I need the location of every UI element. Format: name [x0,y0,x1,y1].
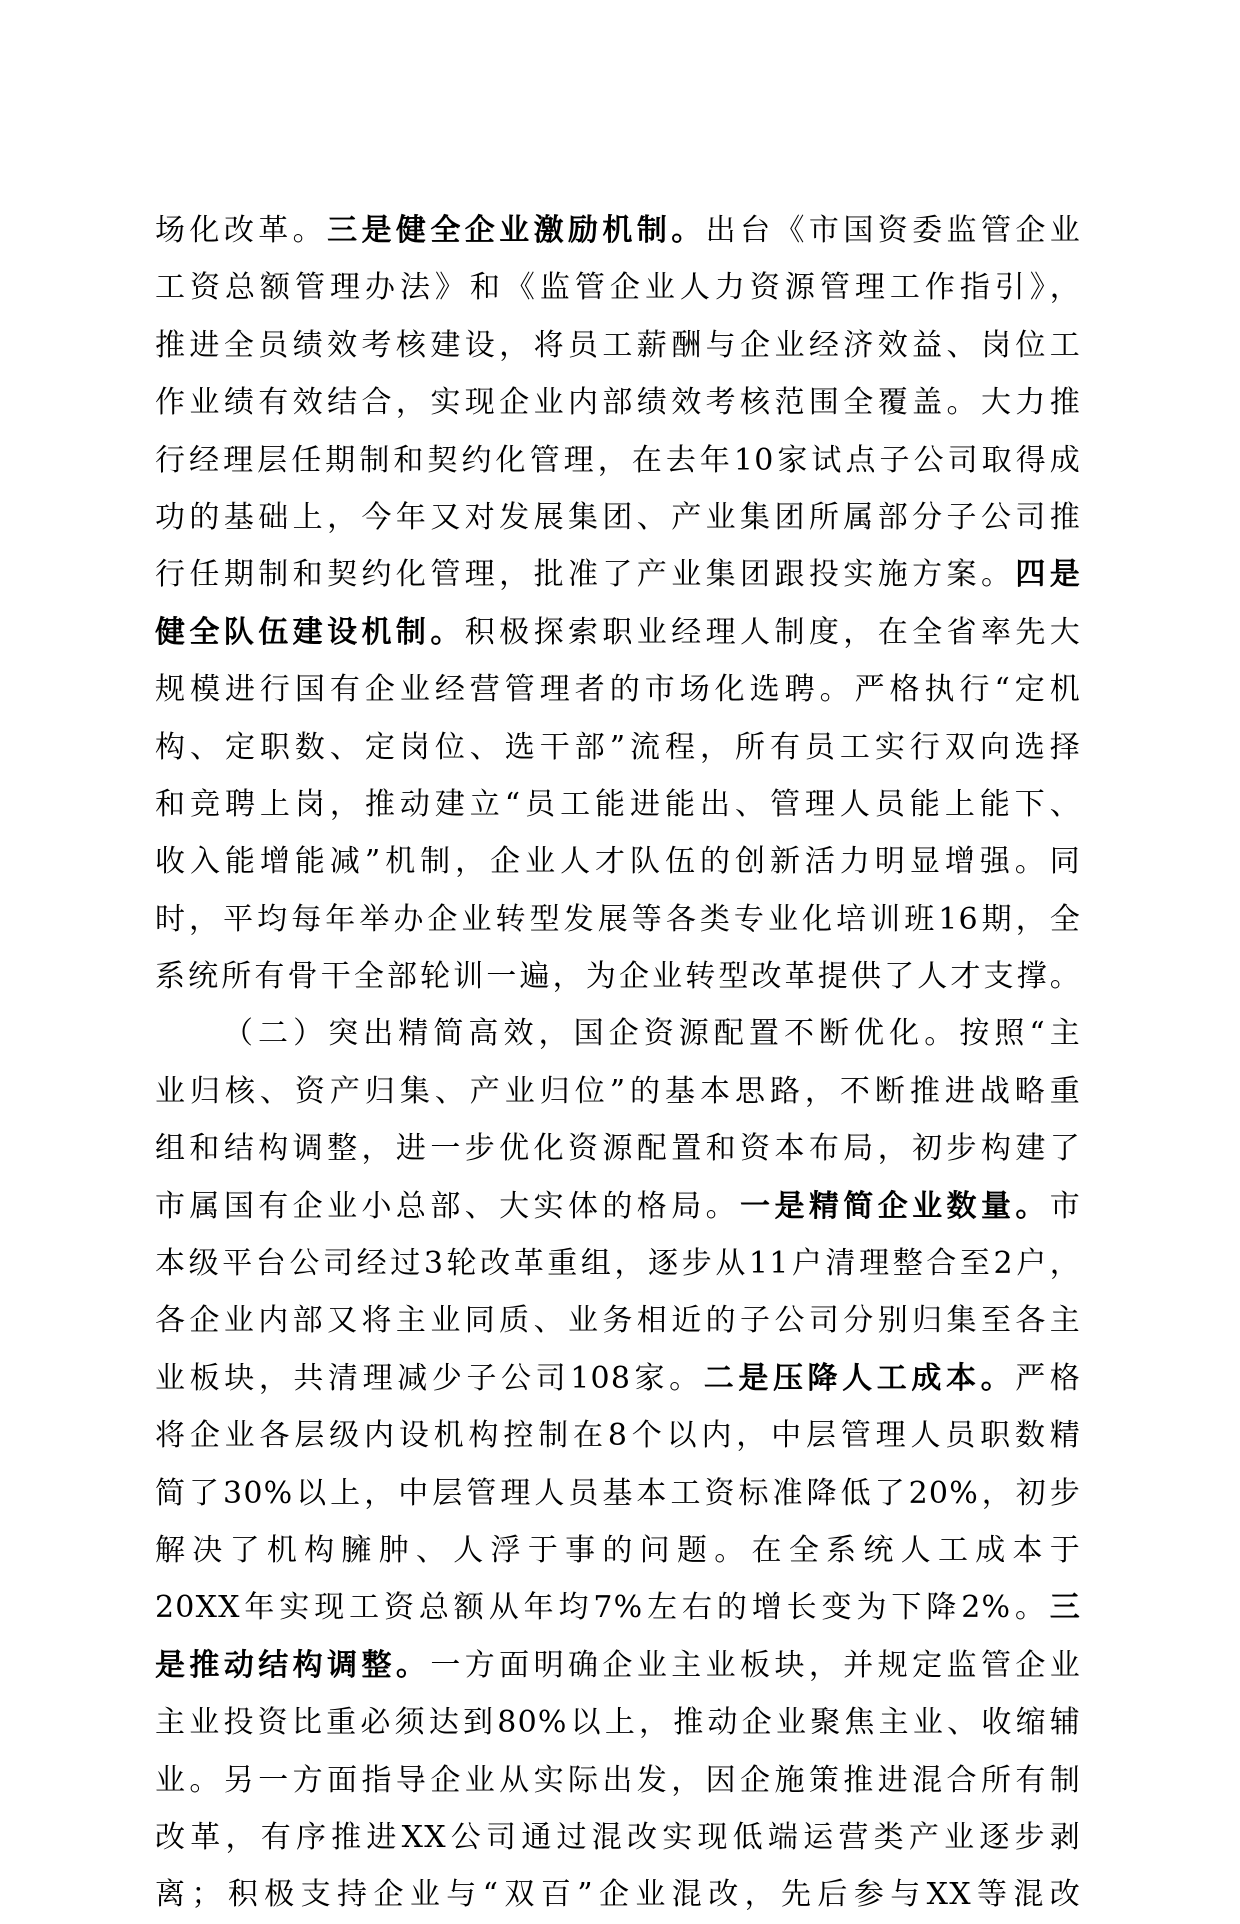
text-line [155,833,1081,890]
text-line [155,891,1081,948]
text-segment: 构、定职数、定岗位、选干部”流程，所有员工实行双向选择 [155,729,1081,765]
text-line [155,1694,1081,1751]
text-segment: 功的基础上，今年又对发展集团、产业集团所属部分子公司推 [155,499,1081,535]
bold-heading: 四是 [1015,557,1082,593]
text-segment: 简了30%以上，中层管理人员基本工资标准降低了20%，初步 [155,1475,1081,1511]
text-segment: 市 [1049,1188,1081,1224]
text-segment: 按照“主 [959,1016,1082,1052]
text-segment: 推进全员绩效考核建设，将员工薪酬与企业经济效益、岗位工 [155,327,1081,363]
text-line [155,1350,1081,1407]
text-line [155,1465,1081,1522]
text-segment: 市属国有企业小总部、大实体的格局。 [155,1188,741,1224]
body-text [155,202,1081,1924]
text-line [155,776,1081,833]
text-segment: 积极探索职业经理人制度，在全省率先大 [464,614,1081,650]
text-line [155,317,1081,374]
text-segment: 20XX年实现工资总额从年均7%左右的增长变为下降2%。 [155,1590,1050,1626]
text-line [155,374,1081,431]
text-line [155,546,1081,603]
section-heading: （二）突出精简高效，国企资源配置不断优化。 [223,1016,960,1052]
text-segment: 场化改革。 [155,213,328,248]
bold-heading: 三 [1049,1590,1081,1626]
text-segment: 行任期制和契约化管理，批准了产业集团跟投实施方案。 [155,557,1016,593]
text-line [155,948,1081,1005]
bold-heading: 是推动结构调整。 [155,1647,431,1683]
text-segment: 一方面明确企业主业板块，并规定监管企业 [430,1647,1081,1683]
text-line [155,1866,1081,1923]
text-line [155,489,1081,546]
text-segment: 解决了机构臃肿、人浮于事的问题。在全系统人工成本于 [155,1532,1081,1568]
text-line [155,432,1081,489]
text-segment: 业板块，共清理减少子公司108家。 [155,1360,704,1396]
text-line [155,1178,1081,1235]
text-line [155,1637,1081,1694]
text-segment: 规模进行国有企业经营管理者的市场化选聘。严格执行“定机 [155,672,1081,708]
bold-heading: 二是压降人工成本。 [703,1360,1016,1396]
text-segment: 离；积极支持企业与“双百”企业混改，先后参与XX等混改 [155,1877,1081,1913]
text-line [155,661,1081,718]
text-segment: 业。另一方面指导企业从实际出发，因企施策推进混合所有制 [155,1762,1081,1798]
text-line [155,1752,1081,1809]
text-line [155,1063,1081,1120]
text-segment: 本级平台公司经过3轮改革重组，逐步从11户清理整合至2户， [155,1246,1081,1282]
text-segment: 将企业各层级内设机构控制在8个以内，中层管理人员职数精 [155,1418,1081,1454]
text-segment: 主业投资比重必须达到80%以上，推动企业聚焦主业、收缩辅 [155,1705,1081,1741]
text-segment: 作业绩有效结合，实现企业内部绩效考核范围全覆盖。大力推 [155,385,1081,421]
text-segment: 时，平均每年举办企业转型发展等各类专业化培训班16期，全 [155,901,1081,937]
text-line [155,1120,1081,1177]
text-line [155,1522,1081,1579]
text-segment: 系统所有骨干全部轮训一遍，为企业转型改革提供了人才支撑。 [155,959,1081,995]
text-line [155,604,1081,661]
text-line [155,1235,1081,1292]
text-segment: 各企业内部又将主业同质、业务相近的子公司分别归集至各主 [155,1303,1081,1339]
bold-heading: 一是精简企业数量。 [740,1188,1050,1224]
text-line [155,1579,1081,1636]
text-segment: 改革，有序推进XX公司通过混改实现低端运营类产业逐步剥 [155,1819,1081,1855]
bold-heading: 三是健全企业激励机制。 [327,213,706,248]
text-segment: 严格 [1015,1360,1081,1396]
text-line [155,1809,1081,1866]
text-segment: 行经理层任期制和契约化管理，在去年10家试点子公司取得成 [155,442,1081,478]
text-line [155,1005,1081,1062]
text-line [155,202,1081,259]
text-segment: 工资总额管理办法》和《监管企业人力资源管理工作指引》， [155,270,1081,306]
text-line [155,1407,1081,1464]
text-segment: 收入能增能减”机制，企业人才队伍的创新活力明显增强。同 [155,844,1081,880]
bold-heading: 健全队伍建设机制。 [155,614,465,650]
text-segment: 和竞聘上岗，推动建立“员工能进能出、管理人员能上能下、 [155,786,1081,822]
text-segment: 出台《市国资委监管企业 [705,213,1082,248]
text-line [155,1292,1081,1349]
text-segment: 业归核、资产归集、产业归位”的基本思路，不断推进战略重 [155,1073,1081,1109]
text-line [155,719,1081,776]
text-line [155,259,1081,316]
text-segment: 组和结构调整，进一步优化资源配置和资本布局，初步构建了 [155,1131,1081,1167]
